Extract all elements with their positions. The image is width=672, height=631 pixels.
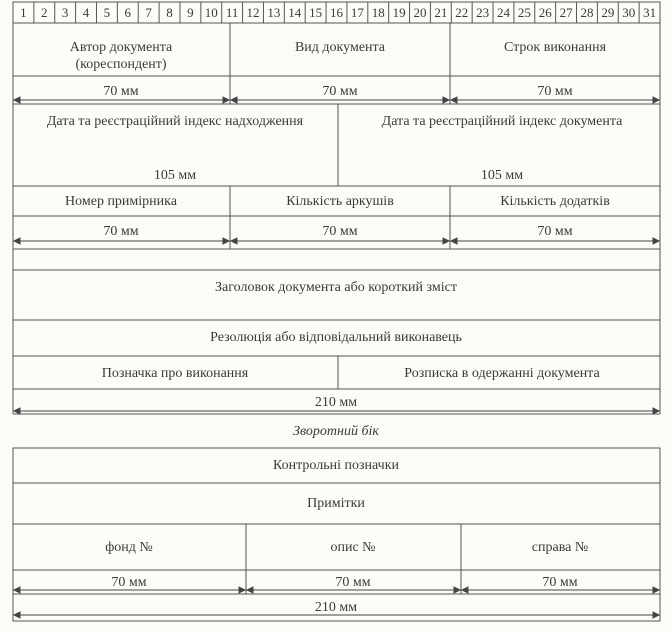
control-marks-label: Контрольні позначки	[273, 458, 399, 473]
ruler-number: 28	[580, 5, 594, 20]
ruler-number: 27	[559, 5, 573, 20]
dim-label: 70 мм	[542, 575, 578, 590]
dim-label: 70 мм	[335, 575, 371, 590]
receipt-index-label: Дата та реєстраційний індекс надходження	[46, 114, 304, 129]
ruler-number: 17	[350, 5, 364, 20]
ruler-number: 3	[61, 5, 69, 20]
dim-label: 70 мм	[103, 84, 139, 99]
dim-label: 70 мм	[322, 84, 358, 99]
annexes-count-label: Кількість додатків	[500, 194, 610, 209]
ruler-number: 20	[413, 5, 427, 20]
kind-label: Вид документа	[294, 40, 386, 55]
ruler-number: 8	[166, 5, 173, 20]
ruler-number: 21	[434, 5, 448, 20]
fond-label: фонд №	[105, 540, 153, 555]
ruler-number: 22	[455, 5, 469, 20]
dim-label: 210 мм	[314, 395, 358, 410]
ruler-number: 11	[225, 5, 239, 20]
heading-label: Заголовок документа або короткий зміст	[215, 280, 457, 295]
notes-label: Примітки	[307, 496, 365, 511]
ruler-number: 6	[124, 5, 132, 20]
ruler-number: 1	[20, 5, 27, 20]
author-label: Автор документа	[69, 40, 173, 55]
copy-number-label: Номер примірника	[65, 194, 177, 209]
dim-label: 70 мм	[111, 575, 147, 590]
ruler-number: 24	[496, 5, 510, 20]
term-label: Строк виконання	[503, 40, 607, 55]
ruler-number: 19	[392, 5, 406, 20]
sprava-label: справа №	[531, 540, 589, 555]
ruler-number: 25	[517, 5, 531, 20]
ruler-number: 26	[538, 5, 552, 20]
ruler-number: 10	[204, 5, 218, 20]
opys-label: опис №	[330, 540, 376, 555]
ruler-number: 31	[643, 5, 657, 20]
ruler-number: 23	[476, 5, 490, 20]
dim-label: 70 мм	[537, 84, 573, 99]
ruler-number: 5	[103, 5, 111, 20]
dim-label: 105 мм	[480, 168, 524, 183]
ruler-number: 18	[371, 5, 385, 20]
author-sub-label: (кореспондент)	[75, 57, 167, 72]
ruler-number: 15	[309, 5, 323, 20]
document-index-label: Дата та реєстраційний індекс документа	[381, 114, 623, 129]
ruler-number: 2	[41, 5, 48, 20]
dim-label: 70 мм	[103, 224, 139, 239]
dim-label: 70 мм	[537, 224, 573, 239]
dim-label: 105 мм	[153, 168, 197, 183]
ruler-number: 4	[82, 5, 90, 20]
dim-label: 70 мм	[322, 224, 358, 239]
ruler-number: 14	[288, 5, 302, 20]
sheets-count-label: Кількість аркушів	[286, 194, 394, 209]
ruler-number: 13	[267, 5, 281, 20]
ruler-number: 12	[246, 5, 260, 20]
ruler-number: 29	[601, 5, 615, 20]
receipt-signature-label: Розписка в одержанні документа	[404, 366, 600, 381]
dim-label: 210 мм	[314, 600, 358, 615]
ruler-number: 7	[145, 5, 152, 20]
back-side-caption: Зворотний бік	[293, 424, 379, 439]
resolution-label: Резолюція або відповідальний виконавець	[210, 330, 462, 345]
execution-mark-label: Позначка про виконання	[101, 366, 249, 381]
ruler-number: 30	[622, 5, 636, 20]
ruler-number: 16	[330, 5, 343, 20]
ruler-number: 9	[187, 5, 194, 20]
